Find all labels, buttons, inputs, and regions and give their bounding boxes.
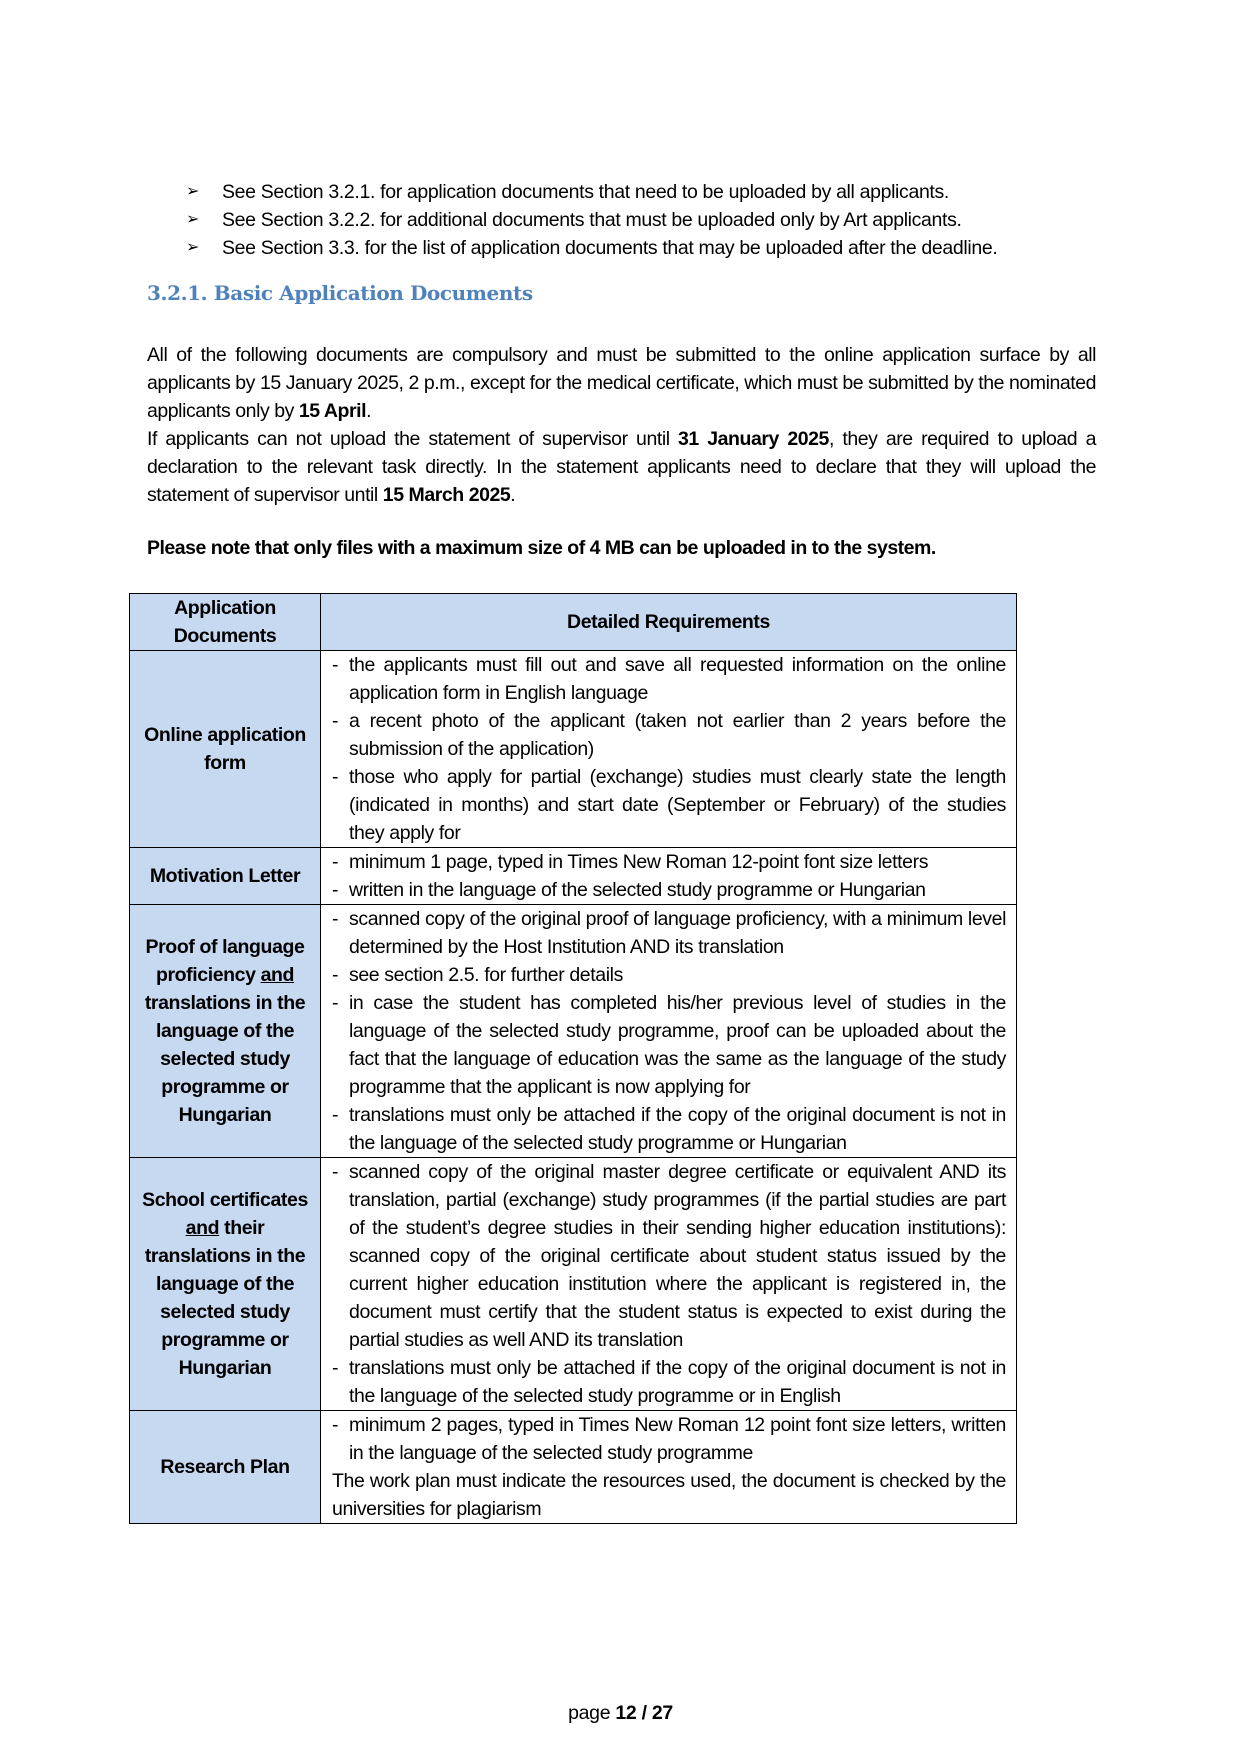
table-header-row [130,594,1017,651]
arrow-bullet-icon: ➢ [186,183,200,200]
table-row [130,651,1017,848]
bullet-text: See Section 3.2.1. for application documents that need to be uploaded by all applicants. [222,181,949,203]
table-row [130,905,1017,1158]
supervisor-statement-paragraph [147,425,1096,509]
section-reference-item [186,206,997,234]
section-heading: 3.2.1. Basic Application Documents [147,281,533,305]
medical-deadline: 15 April [298,400,367,422]
requirements-cell [321,651,1017,848]
requirement-item: - scanned copy of the original master degree certificate or equivalent AND its translation, partial (exchange) study programmes (if the partial studies are part of the student’s degree studies in their sending higher education institutions): scanned copy of the original certificate about student status issued by the current higher education institution where the applicant is registered in, the document must certify that the student status is expected to exist during the partial studies as well AND its translation [332,1161,1006,1351]
table-row [130,1411,1017,1524]
requirement-item: - minimum 2 pages, typed in Times New Roman 12 point font size letters, written in the language of the selected study programme [332,1414,1006,1464]
column-header-requirements: Detailed Requirements [321,594,1017,651]
current-page-number: 12 [615,1702,637,1724]
page-separator: / [636,1702,652,1724]
requirement-item: - a recent photo of the applicant (taken not earlier than 2 years before the submission of the application) [332,710,1006,760]
requirements-cell [321,848,1017,905]
requirement-item: - translations must only be attached if the copy of the original document is not in the language of the selected study programme or in English [332,1357,1006,1407]
requirement-item: - written in the language of the selected study programme or Hungarian [332,879,926,901]
deadline-paragraph [147,341,1096,425]
requirement-item: - minimum 1 page, typed in Times New Roman 12-point font size letters [332,851,929,873]
paragraph-text: , they are required to upload a declaration to the relevant task directly. In the statement applicants need to declare that they will upload the statement of supervisor until [147,428,1097,506]
requirement-item: - translations must only be attached if the copy of the original document is not in the language of the selected study programme or Hungarian [332,1104,1006,1154]
bullet-text: See Section 3.3. for the list of application documents that may be uploaded after the deadline. [222,237,998,259]
table-row [130,848,1017,905]
requirement-item: - see section 2.5. for further details [332,964,623,986]
arrow-bullet-icon: ➢ [186,239,200,256]
requirement-item: - scanned copy of the original proof of language proficiency, with a minimum level determined by the Host Institution AND its translation [332,908,1007,958]
arrow-bullet-icon: ➢ [186,211,200,228]
document-name: Proof of language proficiency and translations in the language of the selected study programme or Hungarian [130,905,321,1158]
document-name: Motivation Letter [130,848,321,905]
document-name: Online application form [130,651,321,848]
section-reference-item [186,234,997,262]
paragraph-text: . [366,400,372,422]
paragraph-text: If applicants can not upload the statement of supervisor until [147,428,679,450]
bullet-text: See Section 3.2.2. for additional documents that must be uploaded only by Art applicants. [222,209,962,231]
requirement-item: - those who apply for partial (exchange) studies must clearly state the length (indicated in months) and start date (September or February) of the studies they apply for [332,766,1006,844]
file-size-note: Please note that only files with a maximum size of 4 MB can be uploaded in to the system. [147,537,936,559]
requirement-item: - in case the student has completed his/her previous level of studies in the language of the selected study programme, proof can be uploaded about the fact that the language of education was the same as the language of the study programme that the applicant is now applying for [332,992,1006,1098]
requirements-cell [321,1411,1017,1524]
requirements-table [129,593,1017,1524]
document-name: Research Plan [130,1411,321,1524]
column-header-documents: Application Documents [130,594,321,651]
section-reference-list [186,178,997,262]
supervisor-deadline: 31 January 2025 [678,428,829,450]
section-reference-item [186,178,997,206]
requirements-cell [321,905,1017,1158]
table-row [130,1158,1017,1411]
document-name: School certificates and their translations in the language of the selected study programme or Hungarian [130,1158,321,1411]
requirement-note: The work plan must indicate the resources used, the document is checked by the universities for plagiarism [332,1470,1006,1520]
total-pages: 27 [651,1702,673,1724]
requirements-cell [321,1158,1017,1411]
page-footer: page 12 / 27 [568,1702,673,1724]
paragraph-text: . [510,484,516,506]
paragraph-text: All of the following documents are compulsory and must be submitted to the online application surface by all applicants by 15 January 2025, 2 p.m., except for the medical certificate, which must be submitted by the nominated applicants only by [147,344,1096,422]
extended-deadline: 15 March 2025 [382,484,511,506]
requirement-item: - the applicants must fill out and save all requested information on the online application form in English language [332,654,1006,704]
